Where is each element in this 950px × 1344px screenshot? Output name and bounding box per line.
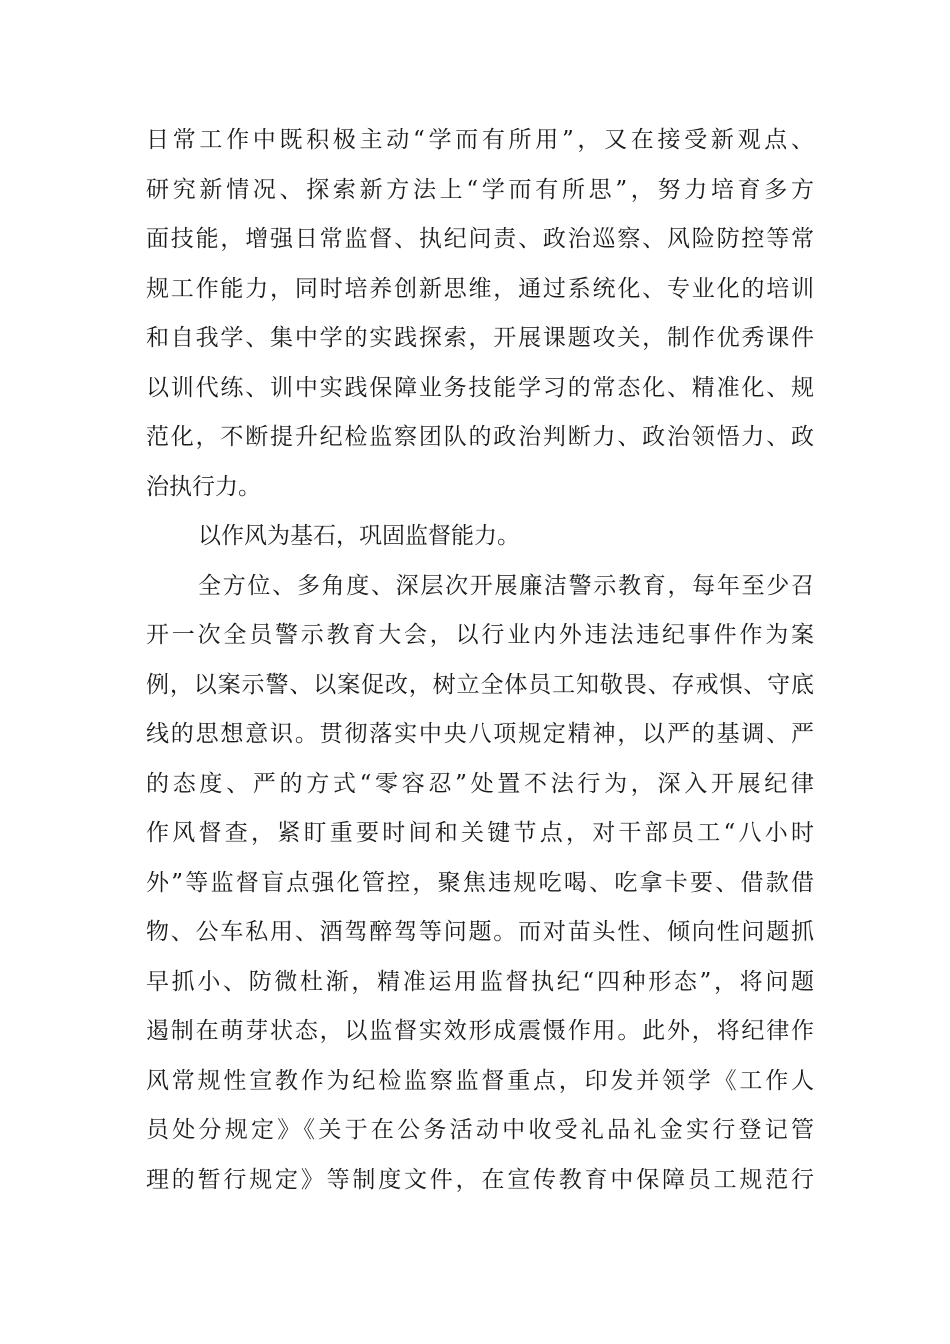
text-line: 例，以案示警、以案促改，树立全体员工知敬畏、存戒惧、守底 <box>146 671 814 698</box>
document-body <box>146 116 814 1205</box>
text-line: 日常工作中既积极主动“学而有所用”，又在接受新观点、 <box>146 127 814 153</box>
body-paragraph <box>146 562 814 1206</box>
section-heading <box>146 512 814 562</box>
text-line: 线的思想意识。贯彻落实中央八项规定精神，以严的基调、严 <box>146 721 814 747</box>
text-line: 的态度、严的方式“零容忍”处置不法行为，深入开展纪律 <box>146 770 814 797</box>
text-line: 规工作能力，同时培养创新思维，通过系统化、专业化的培训 <box>146 275 814 302</box>
text-line: 全方位、多角度、深层次开展廉洁警示教育，每年至少召 <box>198 572 814 599</box>
text-line: 早抓小、防微杜渐，精准运用监督执纪“四种形态”，将问题 <box>146 968 814 995</box>
heading-line: 以作风为基石，巩固监督能力。 <box>198 523 520 549</box>
text-line: 范化，不断提升纪检监察团队的政治判断力、政治领悟力、政 <box>146 424 814 450</box>
continued-paragraph <box>146 116 814 512</box>
text-line: 作风督查，紧盯重要时间和关键节点，对干部员工“八小时 <box>146 820 814 846</box>
text-line: 外”等监督盲点强化管控，聚焦违规吃喝、吃拿卡要、借款借 <box>146 869 814 896</box>
text-line: 风常规性宣教作为纪检监察监督重点，印发并领学《工作人 <box>146 1067 814 1094</box>
text-line: 治执行力。 <box>146 473 261 500</box>
text-line: 理的暂行规定》等制度文件，在宣传教育中保障员工规范行 <box>146 1166 814 1193</box>
text-line: 开一次全员警示教育大会，以行业内外违法违纪事件作为案 <box>146 622 814 648</box>
text-line: 遏制在萌芽状态，以监督实效形成震慑作用。此外，将纪律作 <box>146 1018 814 1044</box>
text-line: 以训代练、训中实践保障业务技能学习的常态化、精准化、规 <box>146 374 814 401</box>
text-line: 研究新情况、探索新方法上“学而有所思”，努力培育多方 <box>146 176 814 203</box>
text-line: 员处分规定》《关于在公务活动中收受礼品礼金实行登记管 <box>146 1117 814 1143</box>
text-line: 物、公车私用、酒驾醉驾等问题。而对苗头性、倾向性问题抓 <box>146 919 814 945</box>
text-line: 面技能，增强日常监督、执纪问责、政治巡察、风险防控等常 <box>146 226 814 252</box>
text-line: 和自我学、集中学的实践探索，开展课题攻关，制作优秀课件 <box>146 325 814 351</box>
